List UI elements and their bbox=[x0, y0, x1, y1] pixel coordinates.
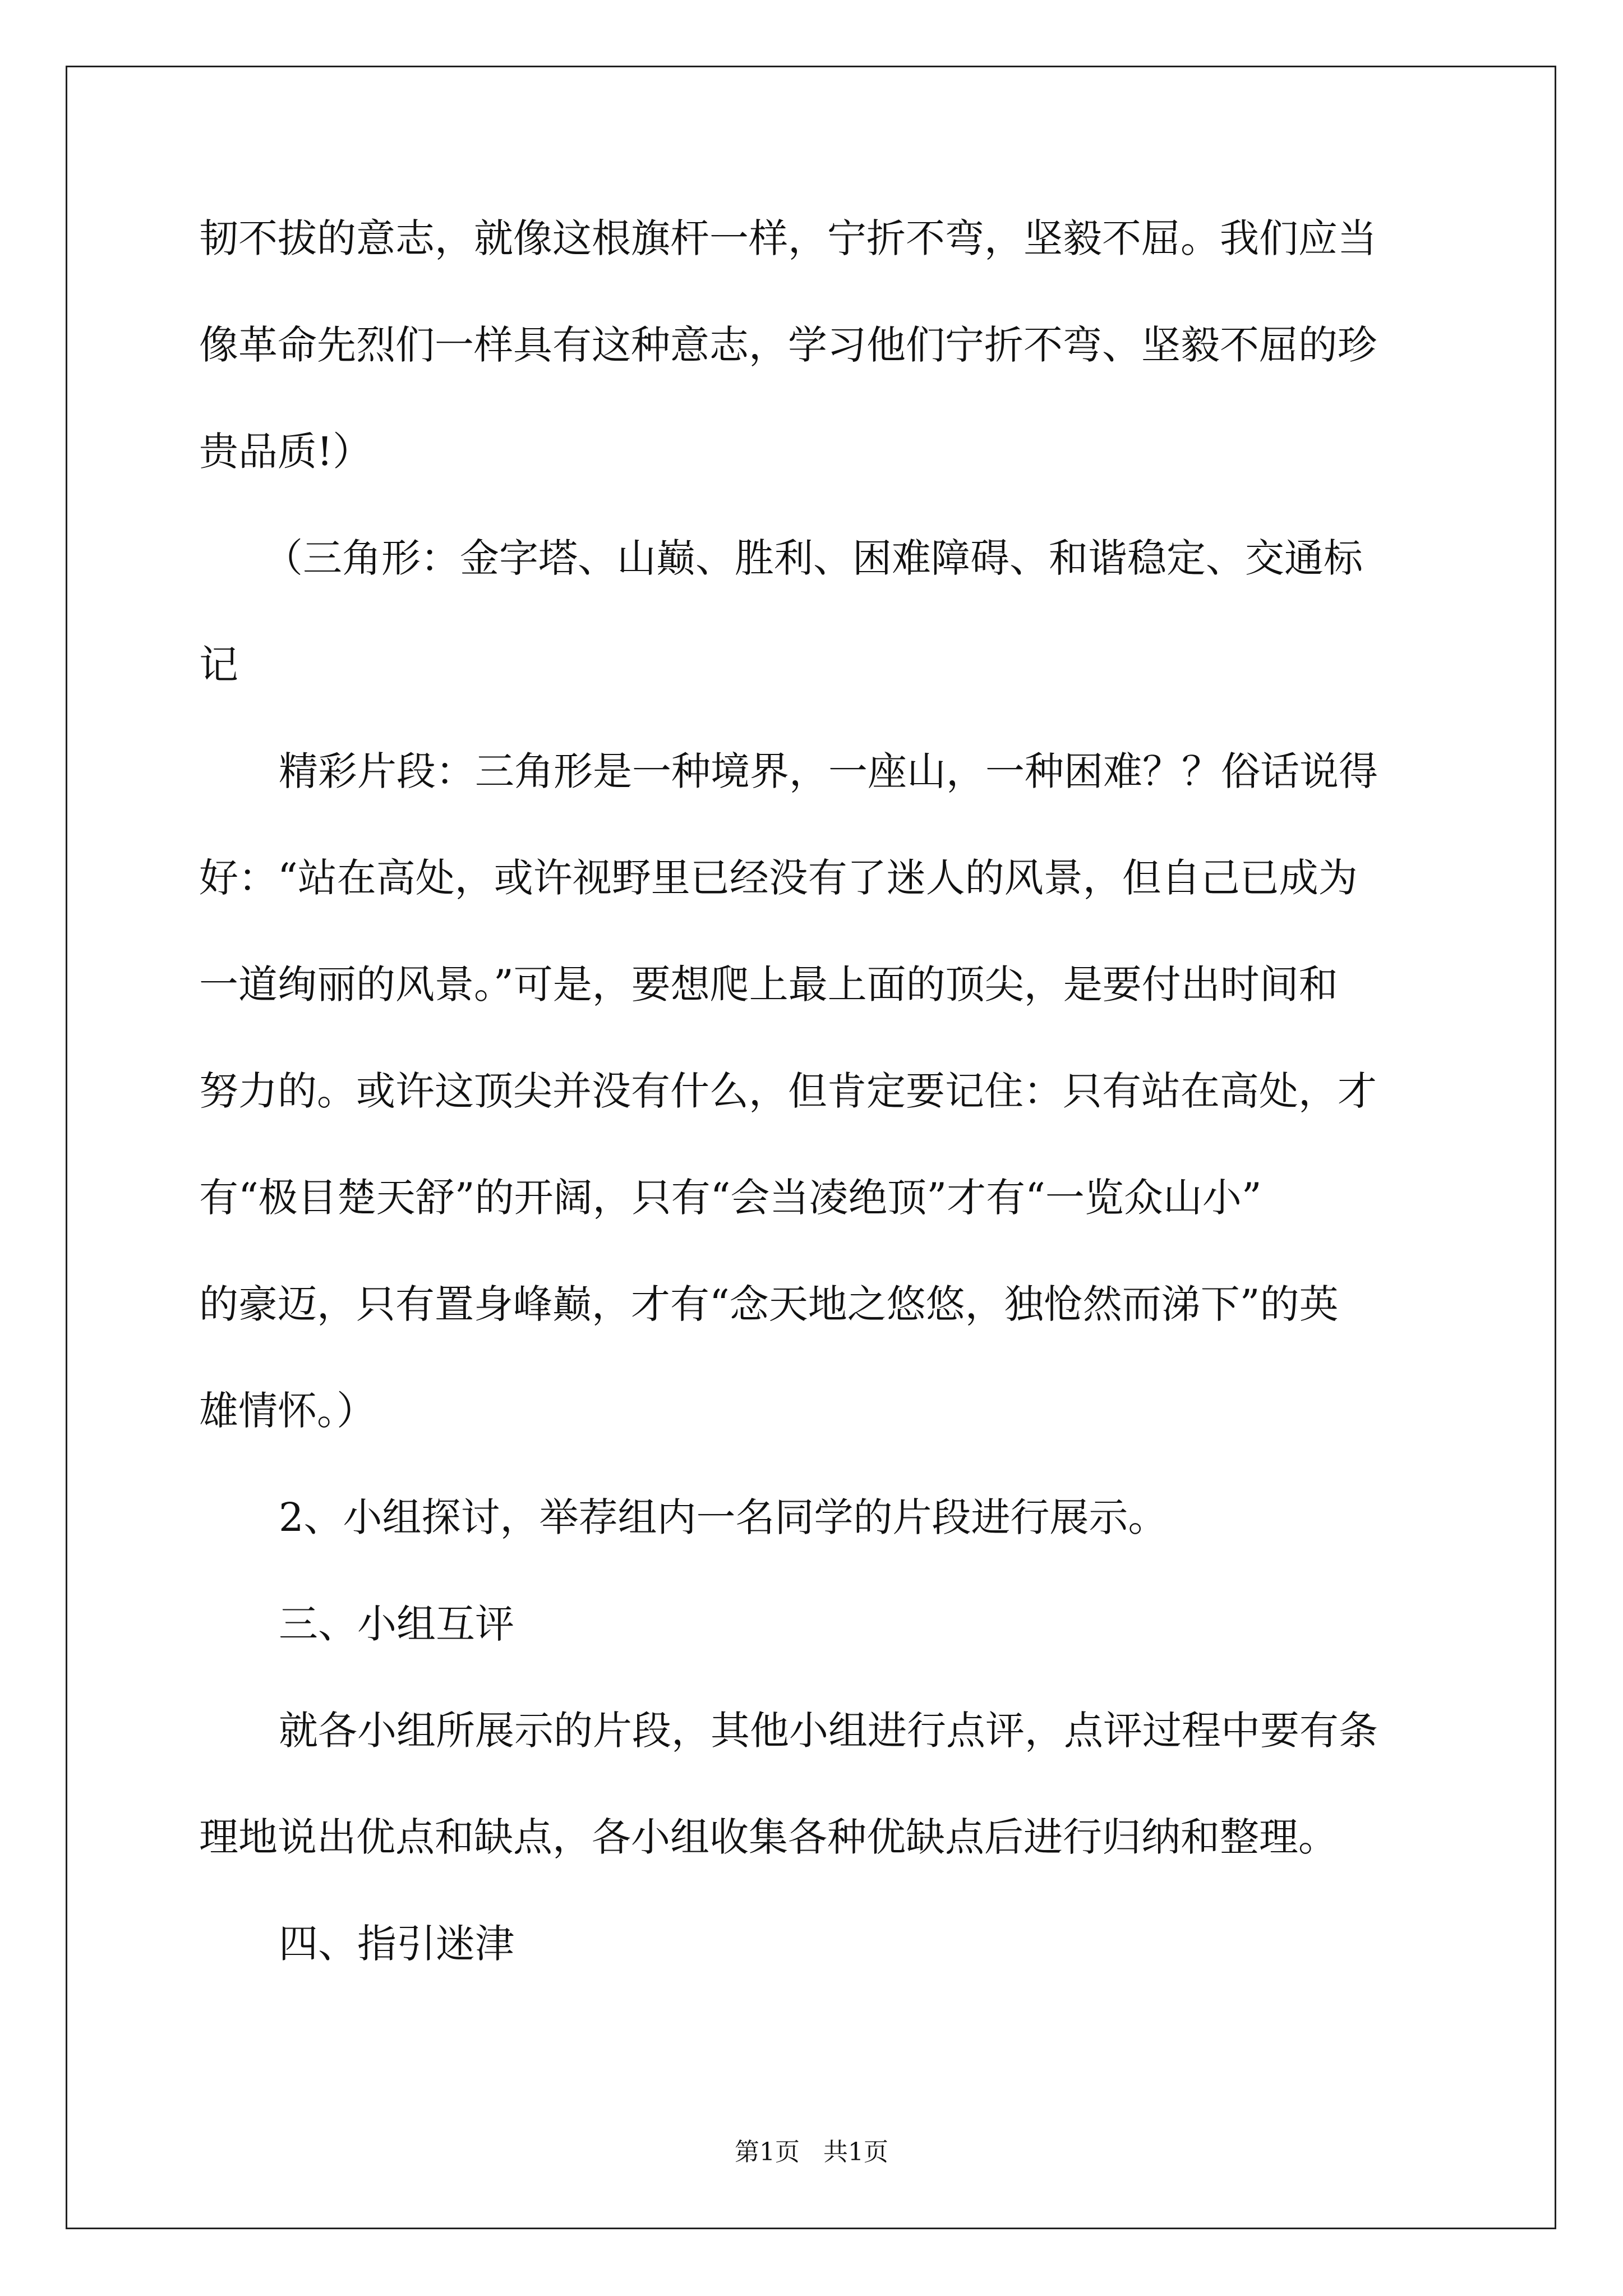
text-line: 的豪迈，只有置身峰巅，才有“念天地之悠悠，独怆然而涕下”的英 bbox=[199, 1281, 1339, 1327]
text-line: 记 bbox=[199, 642, 238, 688]
text-line: 像革命先烈们一样具有这种意志，学习他们宁折不弯、坚毅不屈的珍 bbox=[199, 322, 1377, 368]
text-line: 就各小组所展示的片段，其他小组进行点评，点评过程中要有条 bbox=[279, 1708, 1378, 1754]
text-line: 2、小组探讨，举荐组内一名同学的片段进行展示。 bbox=[279, 1494, 1168, 1540]
page-border bbox=[66, 66, 1556, 2229]
text-line: 努力的。或许这顶尖并没有什么，但肯定要记住：只有站在高处，才 bbox=[199, 1068, 1377, 1114]
text-line: 雄情怀。） bbox=[199, 1388, 376, 1434]
text-line: 精彩片段：三角形是一种境界，一座山，一种困难？？俗话说得 bbox=[279, 748, 1378, 794]
text-line: 有“极目楚天舒”的开阔，只有“会当凌绝顶”才有“一览众山小” bbox=[199, 1175, 1262, 1221]
text-line: 好：“站在高处，或许视野里已经没有了迷人的风景，但自己已成为 bbox=[199, 855, 1358, 901]
section-heading: 三、小组互评 bbox=[279, 1601, 514, 1647]
section-heading: 四、指引迷津 bbox=[279, 1921, 514, 1967]
page-total: 共1页 bbox=[823, 2138, 888, 2166]
text-line: 贵品质!） bbox=[199, 429, 372, 475]
page-footer bbox=[0, 2140, 1623, 2165]
text-line: 理地说出优点和缺点，各小组收集各种优缺点后进行归纳和整理。 bbox=[199, 1814, 1338, 1860]
text-line: （三角形：金字塔、山巅、胜利、困难障碍、和谐稳定、交通标 bbox=[264, 535, 1363, 581]
text-line: 一道绚丽的风景。”可是，要想爬上最上面的顶尖，是要付出时间和 bbox=[199, 961, 1338, 1007]
page-number: 第1页 bbox=[735, 2138, 800, 2166]
text-line: 韧不拔的意志，就像这根旗杆一样，宁折不弯，坚毅不屈。我们应当 bbox=[199, 215, 1377, 261]
